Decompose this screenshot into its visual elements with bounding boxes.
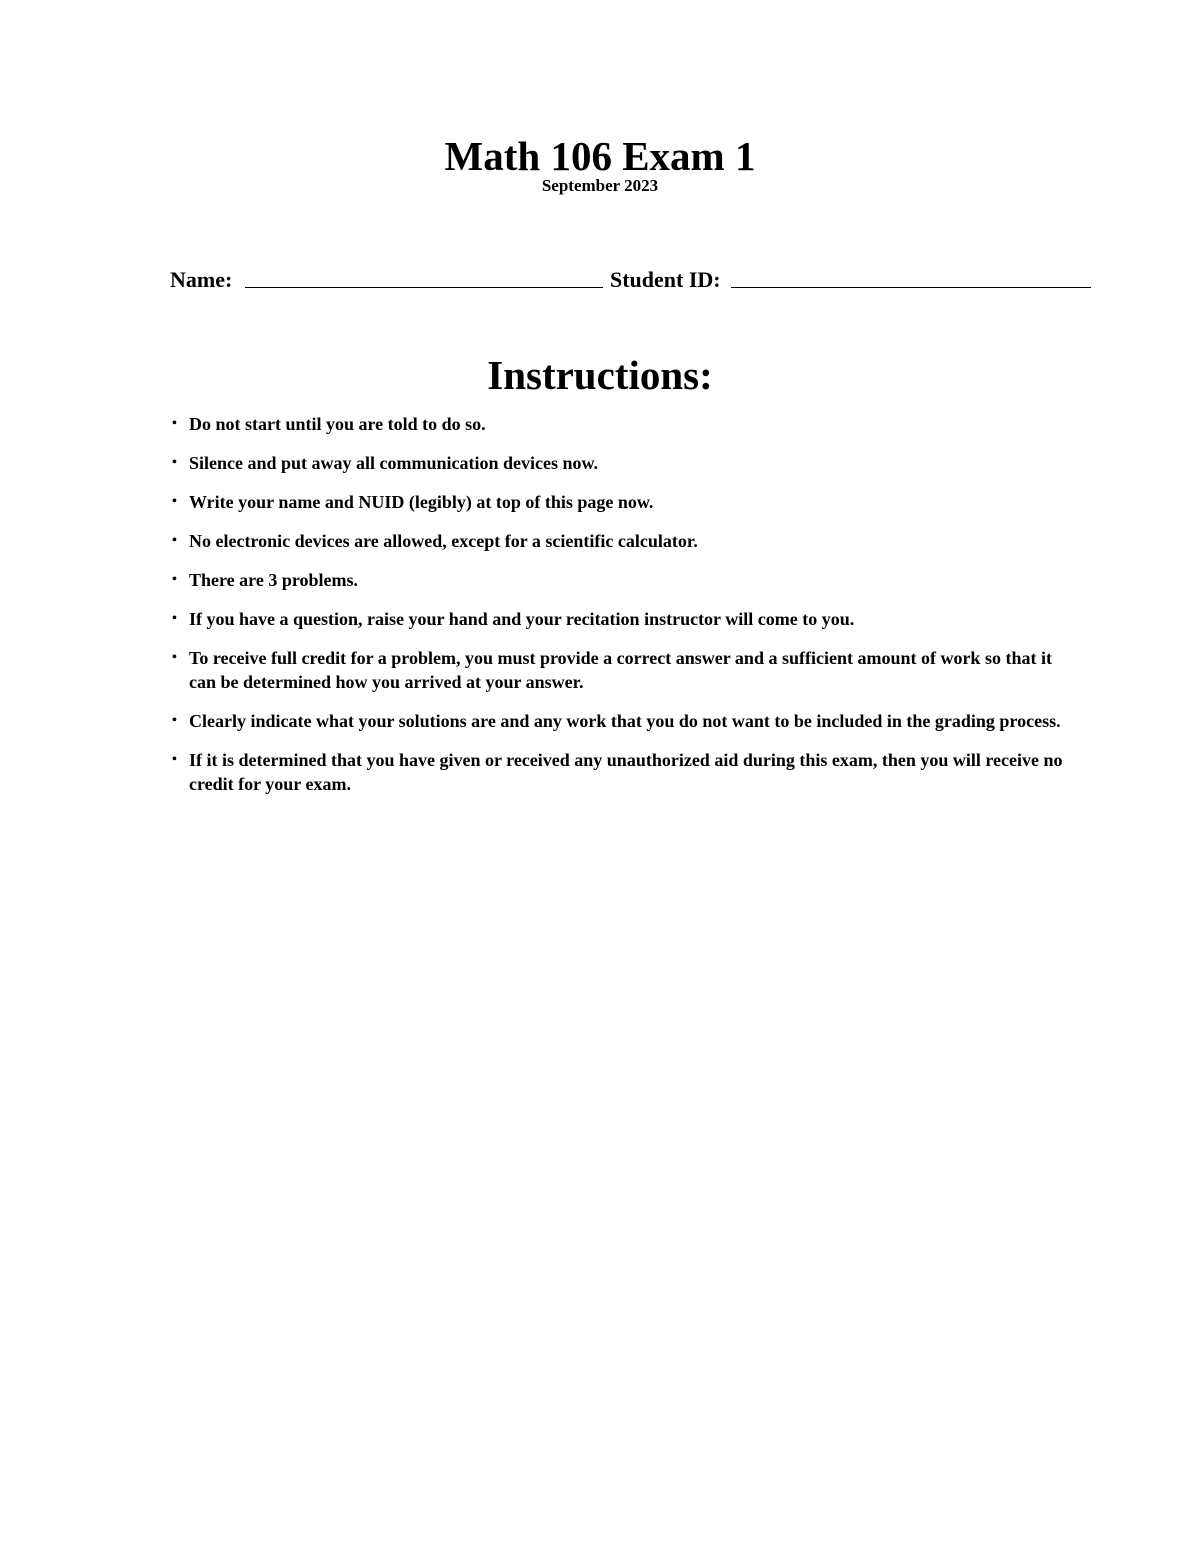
identification-row <box>170 265 1091 295</box>
exam-date: September 2023 <box>541 176 659 195</box>
instruction-item <box>172 451 1072 475</box>
instruction-text: Write your name and NUID (legibly) at top of this page now. <box>189 492 654 512</box>
instruction-item <box>172 490 1072 514</box>
instruction-list <box>172 412 1072 811</box>
instruction-text: If it is determined that you have given or received any unauthorized aid during this exam, then you will receive no credit for your exam. <box>189 750 1063 794</box>
instruction-text: To receive full credit for a problem, you must provide a correct answer and a sufficient amount of work so that it can be determined how you arrived at your answer. <box>189 648 1052 692</box>
instruction-item <box>172 709 1072 733</box>
instruction-text: No electronic devices are allowed, except for a <box>189 531 546 551</box>
instruction-item <box>172 646 1072 694</box>
instruction-item <box>172 748 1072 796</box>
instruction-item <box>172 607 1072 631</box>
bullet-icon: • <box>172 455 177 470</box>
bullet-icon: • <box>172 494 177 509</box>
bullet-icon: • <box>172 416 177 431</box>
instruction-item <box>172 568 1072 592</box>
name-label: Name: <box>170 267 233 292</box>
student-id-field-line <box>731 287 1091 288</box>
instruction-text: If you have a question, raise your hand and your recitation instructor will come to you. <box>189 609 855 629</box>
instruction-item <box>172 412 1072 436</box>
instruction-text-end: . <box>693 531 698 551</box>
bullet-icon: • <box>172 752 177 767</box>
instruction-text: Do not start until you are told to do so. <box>189 414 486 434</box>
bullet-icon: • <box>172 572 177 587</box>
instruction-text: Clearly indicate what your solutions are and any work that you do not want to be included in the grading process. <box>189 711 1061 731</box>
bullet-icon: • <box>172 533 177 548</box>
bullet-icon: • <box>172 611 177 626</box>
name-field-line <box>245 287 603 288</box>
bullet-icon: • <box>172 650 177 665</box>
instruction-text: There are 3 problems. <box>189 570 358 590</box>
instruction-text: Silence and put away all communication devices now. <box>189 453 599 473</box>
instructions-heading: Instructions: <box>487 352 713 398</box>
instruction-emphasis: scientific calculator <box>545 531 694 551</box>
exam-title: Math 106 Exam 1 <box>444 133 756 179</box>
instruction-item <box>172 529 1072 553</box>
student-id-label: Student ID: <box>610 267 721 292</box>
bullet-icon: • <box>172 713 177 728</box>
